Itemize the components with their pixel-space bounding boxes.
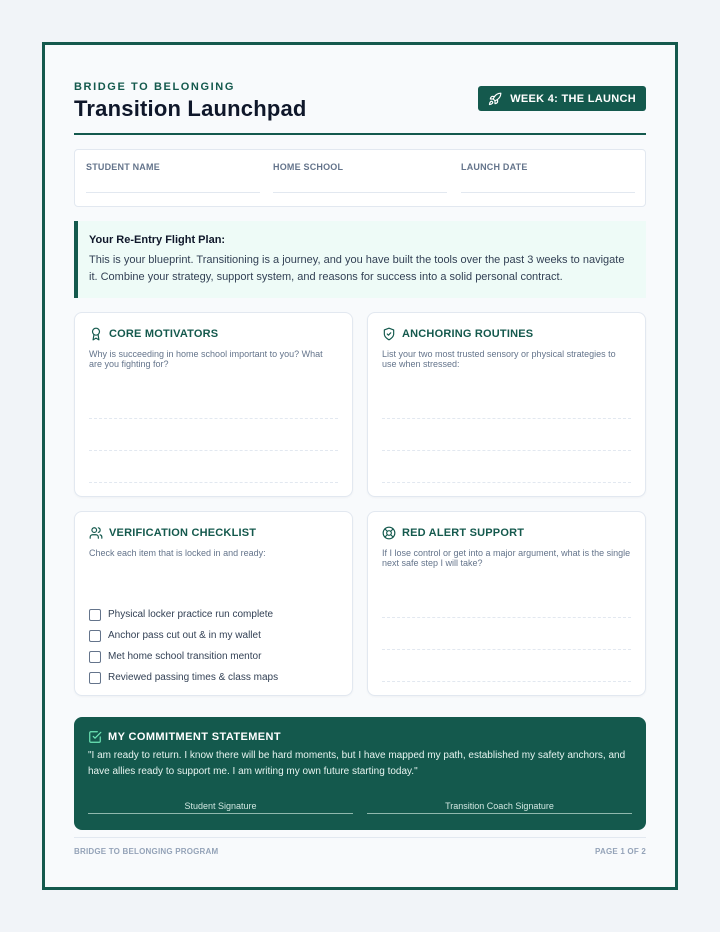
commitment-title: MY COMMITMENT STATEMENT bbox=[108, 731, 281, 743]
footer-program-name: BRIDGE TO BELONGING PROGRAM bbox=[74, 847, 219, 856]
core-motivators-header bbox=[89, 327, 218, 341]
checklist-item[interactable] bbox=[89, 604, 278, 625]
commitment-header bbox=[88, 730, 281, 744]
verification-checklist-card bbox=[74, 511, 353, 696]
checklist-item[interactable] bbox=[89, 646, 278, 667]
commitment-text: "I am ready to return. I know there will be hard moments, but I have mapped my path, established my safety anchors, and have allies ready to support me. I am writing my own future starting today." bbox=[88, 750, 626, 777]
core-motivators-prompt: Why is succeeding in home school important to you? What are you fighting for? bbox=[89, 349, 323, 369]
checkbox[interactable] bbox=[89, 672, 101, 684]
writing-line[interactable] bbox=[382, 418, 631, 419]
student-info-fields bbox=[74, 149, 646, 207]
student-signature-line[interactable] bbox=[88, 801, 353, 814]
checklist bbox=[89, 604, 278, 688]
checklist-item-label: Anchor pass cut out & in my wallet bbox=[108, 630, 261, 641]
coach-signature-line[interactable] bbox=[367, 801, 632, 814]
program-kicker: BRIDGE TO BELONGING bbox=[74, 81, 235, 93]
flight-plan-title: Your Re-Entry Flight Plan: bbox=[89, 234, 226, 246]
writing-line[interactable] bbox=[89, 418, 338, 419]
verification-checklist-header bbox=[89, 526, 256, 540]
red-alert-support-prompt: If I lose control or get into a major argument, what is the single next safe step I will take? bbox=[382, 548, 631, 568]
page-content bbox=[74, 45, 646, 887]
home-school-field[interactable] bbox=[273, 162, 447, 193]
writing-line[interactable] bbox=[382, 450, 631, 451]
flight-plan-callout bbox=[74, 221, 646, 298]
anchoring-routines-card bbox=[367, 312, 646, 497]
student-signature-label: Student Signature bbox=[184, 801, 257, 811]
page-header bbox=[74, 81, 646, 135]
writing-line[interactable] bbox=[382, 649, 631, 650]
shield-icon bbox=[382, 327, 396, 341]
core-motivators-card bbox=[74, 312, 353, 497]
home-school-line bbox=[273, 192, 447, 193]
award-icon bbox=[89, 327, 103, 341]
student-name-line bbox=[86, 192, 260, 193]
checkbox[interactable] bbox=[89, 630, 101, 642]
anchoring-routines-title: ANCHORING ROUTINES bbox=[402, 328, 534, 340]
red-alert-support-title: RED ALERT SUPPORT bbox=[402, 527, 525, 539]
rocket-icon bbox=[488, 92, 502, 106]
page-footer bbox=[74, 837, 646, 856]
checklist-item-label: Physical locker practice run complete bbox=[108, 609, 274, 620]
red-alert-support-card bbox=[367, 511, 646, 696]
anchoring-routines-header bbox=[382, 327, 533, 341]
check-square-icon bbox=[88, 730, 102, 744]
verification-checklist-prompt: Check each item that is locked in and ready: bbox=[89, 548, 266, 558]
worksheet-page bbox=[42, 42, 678, 890]
writing-line[interactable] bbox=[382, 617, 631, 618]
coach-signature-label: Transition Coach Signature bbox=[445, 801, 554, 811]
launch-date-label: LAUNCH DATE bbox=[461, 162, 528, 172]
flight-plan-text: This is your blueprint. Transitioning is a journey, and you have built the tools over the past 3 weeks to navigate it. Combine your strategy, support system, and reasons for success into a solid personal contract. bbox=[89, 254, 625, 283]
writing-line[interactable] bbox=[382, 681, 631, 682]
checklist-item-label: Met home school transition mentor bbox=[108, 651, 262, 662]
launch-date-line bbox=[461, 192, 635, 193]
student-name-label: STUDENT NAME bbox=[86, 162, 160, 172]
launch-date-field[interactable] bbox=[461, 162, 635, 193]
commitment-statement bbox=[74, 717, 646, 830]
lifebuoy-icon bbox=[382, 526, 396, 540]
page-title: Transition Launchpad bbox=[74, 96, 307, 121]
week-badge-label: WEEK 4: THE LAUNCH bbox=[510, 92, 636, 105]
checkbox[interactable] bbox=[89, 609, 101, 621]
verification-checklist-title: VERIFICATION CHECKLIST bbox=[109, 527, 257, 539]
checklist-item-label: Reviewed passing times & class maps bbox=[108, 672, 279, 683]
home-school-label: HOME SCHOOL bbox=[273, 162, 344, 172]
checkbox[interactable] bbox=[89, 651, 101, 663]
student-name-field[interactable] bbox=[86, 162, 260, 193]
checklist-item[interactable] bbox=[89, 667, 278, 688]
red-alert-support-header bbox=[382, 526, 524, 540]
writing-line[interactable] bbox=[89, 482, 338, 483]
checklist-item[interactable] bbox=[89, 625, 278, 646]
page-number: PAGE 1 OF 2 bbox=[595, 847, 646, 856]
users-icon bbox=[89, 526, 103, 540]
writing-line[interactable] bbox=[89, 450, 338, 451]
anchoring-routines-prompt: List your two most trusted sensory or physical strategies to use when stressed: bbox=[382, 349, 616, 369]
week-badge bbox=[478, 86, 646, 111]
writing-line[interactable] bbox=[382, 482, 631, 483]
core-motivators-title: CORE MOTIVATORS bbox=[109, 328, 219, 340]
